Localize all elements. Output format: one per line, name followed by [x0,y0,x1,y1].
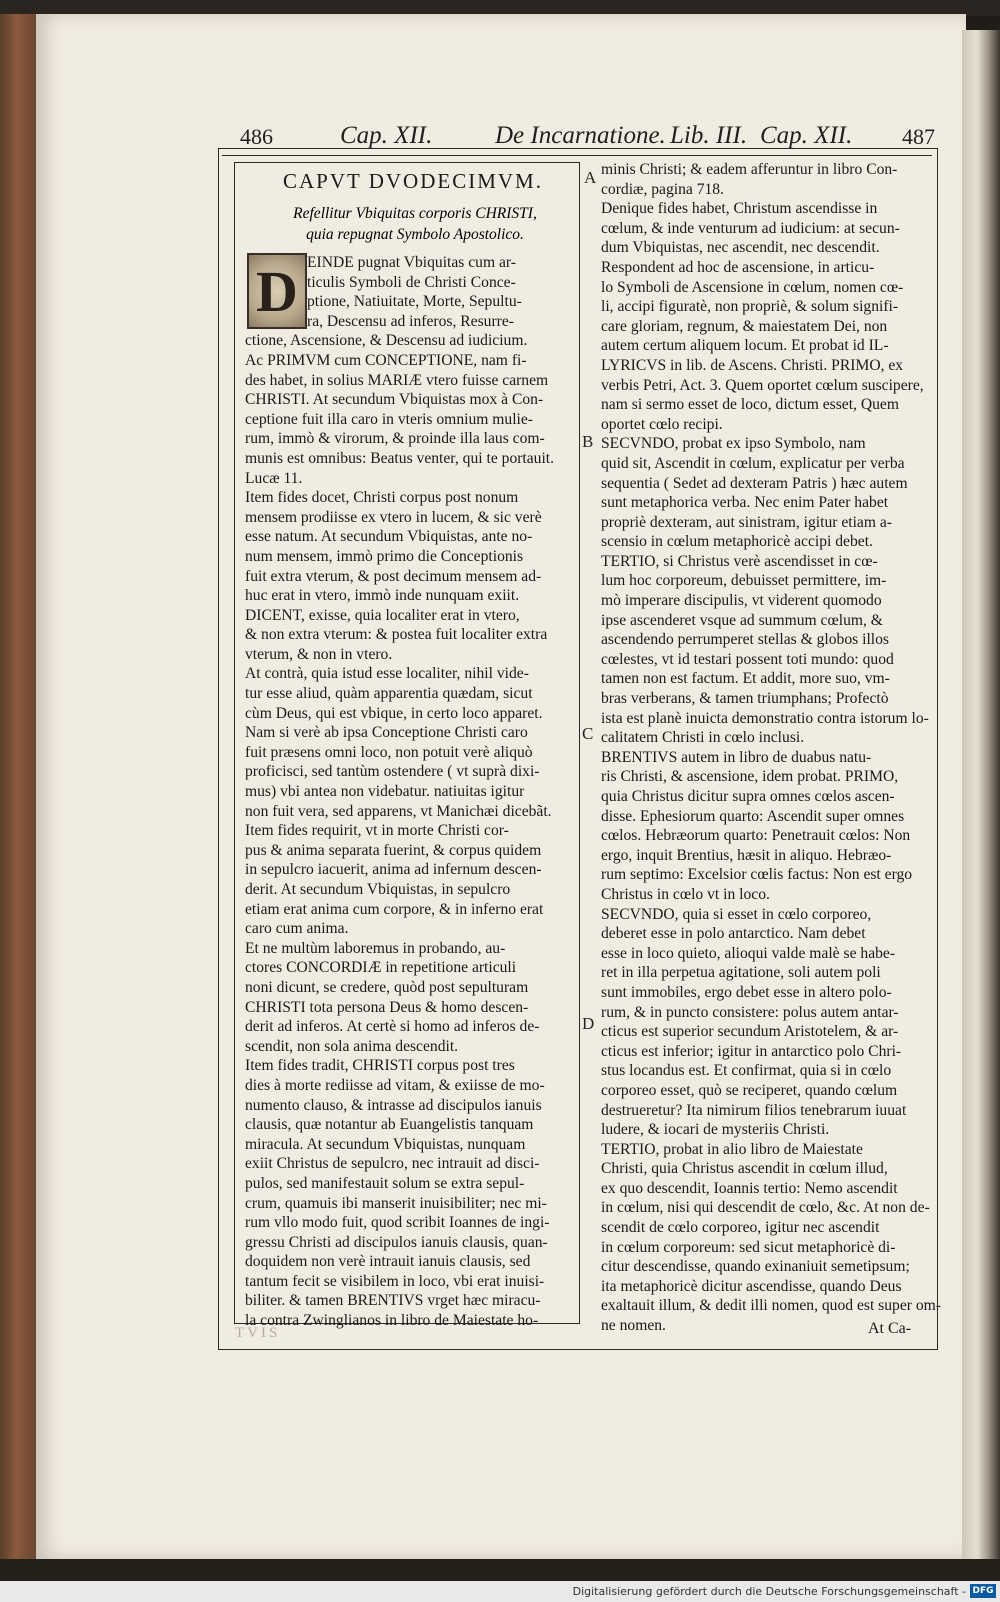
text-line: quia Christus dicitur supra omnes cœlos ascen- [601,788,895,805]
text-line: cordiæ, pagina 718. [601,180,724,198]
text-line: mò imperare discipulis, vt viderent quomodo [601,592,882,610]
page-edge [962,30,1000,1560]
footer-credit: Digitalisierung gefördert durch die Deutsche Forschungsgemeinschaft - [572,1585,966,1598]
text-line: ctores CONCORDIÆ in repetitione articuli [245,959,517,977]
right-body-text [601,160,941,1336]
text-line: non fuit vera, sed apparens, vt Manichæi dicebãt. [245,802,552,820]
text-line: doquidem non verè intrauit ianuis clausis, sed [245,1253,531,1271]
left-body-text [245,253,575,1331]
text-line: sunt immobiles, ergo debet esse in altero polo- [601,983,892,1001]
text-line: in cœlum corporeum: sed sicut metaphoricè di- [601,1238,896,1256]
text-line: ptione, Natiuitate, Morte, Sepultu- [307,293,522,311]
text-line: huc erat in vtero, immò inde nunquam exiit. [245,587,520,605]
text-line: fuit præsens omni loco, non potuit verè aliquò [245,743,533,761]
text-line: verbis Petri, Act. 3. Quem oportet cœlum suscipere, [601,376,924,394]
text-line: mensem prodiisse ex vtero in lucem, & sic verè [245,508,542,526]
text-line: esse in loco quieto, alioqui valde malè se habe- [601,944,896,962]
subtitle-line-1: Refellitur Vbiquitas corporis CHRISTI, [293,205,537,222]
text-line: tantum fecit se visibilem in loco, vbi erat inuisi- [245,1272,545,1290]
text-line: deberet esse in polo antarctico. Nam debet [601,925,866,943]
text-line: scendit de cœlo corporeo, igitur nec ascendit [601,1219,880,1237]
text-line: la contra Zwinglianos in libro de Maiestate ho- [245,1312,539,1330]
text-line: li, accipi figuratè, non propriè, & solum signifi- [601,298,899,316]
text-line: cùm Deus, qui est vbique, in certo loco apparet. [245,704,543,722]
text-line: LYRICVS in lib. de Ascens. Christi. PRIMO, ex [601,356,904,374]
text-line: TERTIO, probat in alio libro de Maiestate [601,1140,863,1158]
text-line: ris Christi, & ascensione, idem probat. PRIMO, [601,768,899,786]
text-line: tamen non est factum. Et addit, more suo, vm- [601,670,890,688]
margin-letter-d: D [582,1014,595,1033]
bleed-through-text: TVIS [235,1325,281,1341]
text-line: esse natum. At secundum Vbiquistas, ante no- [245,528,533,546]
text-line: Respondent ad hoc de ascensione, in articu- [601,258,875,276]
text-line: CHRISTI. At secundum Vbiquistas mox à Con- [245,391,544,409]
text-line: des habet, in solius MARIÆ vtero fuisse carnem [245,371,549,389]
text-line: biliter. & tamen BRENTIVS vrget hæc miracu- [245,1292,541,1310]
text-line: fuit extra vterum, & post decimum mensem ad- [245,567,542,585]
text-line: pus & anima separata fuerint, & corpus quidem [245,841,542,859]
text-line: Denique fides habet, Christum ascendisse in [601,200,878,218]
text-line: propriè dexteram, aut sinistram, igitur etiam a- [601,513,892,531]
text-line: disse. Ephesiorum quarto: Ascendit super omnes [601,807,905,825]
text-line: caro cum anima. [245,920,349,938]
text-line: Nam si verè ab ipsa Conceptione Christi caro [245,724,528,742]
text-line: ex quo descendit, Ioannis tertio: Nemo ascendit [601,1179,898,1197]
text-line: rum, & in puncto consistere: polus autem antar- [601,1003,899,1021]
text-line: BRENTIVS autem in libro de duabus natu- [601,748,872,766]
text-line: exiit Christus de sepulcro, nec intrauit ad disci- [245,1155,540,1173]
text-line: care gloriam, regnum, & maiestatem Dei, non [601,317,888,335]
text-line: ascendendo perrumperet stellas & globos illos [601,631,889,649]
text-line: miracula. At secundum Vbiquistas, nunquam [245,1135,526,1153]
catchword: At Ca- [868,1320,912,1337]
margin-letter-a: A [584,168,597,187]
text-line: ra, Descensu ad inferos, Resurre- [307,312,514,330]
margin-letter-c: C [582,724,594,743]
chapter-ref-right: Cap. XII. [760,122,853,149]
text-line: calitatem Christi in cœlo inclusi. [601,729,805,747]
text-line: TERTIO, si Christus verè ascendisset in cœ- [601,552,878,570]
text-line: corporeo esset, quò se reciperet, quando cœlum [601,1081,898,1099]
text-line: Christi, quia Christus ascendit in cœlum illud, [601,1160,888,1178]
text-line: lum hoc corporeum, debuisset permittere, im- [601,572,887,590]
text-line: numento clauso, & intrasse ad discipulos ianuis [245,1096,542,1114]
text-line: rum, immò & virorum, & proinde illa laus com- [245,430,545,448]
text-line: cticus est superior secundum Aristotelem, & ar- [601,1023,899,1041]
text-line: autem certum aliquem locum. Et probat id IL- [601,337,889,355]
text-line: ret in illa perpetua agitatione, soli autem poli [601,964,881,982]
text-line: scendit, non sola anima descendit. [245,1037,459,1055]
text-line: oportet cœlo recipi. [601,415,723,433]
text-line: ista est planè inuicta demonstratio contra istorum lo- [601,709,929,727]
text-line: CHRISTI tota persona Deus & homo descen- [245,998,529,1016]
text-line: pulos, sed manifestauit solum se extra sepul- [245,1174,525,1192]
text-line: gressu Christi ad discipulos ianuis clausis, quan- [245,1233,548,1251]
text-line: citur descendisse, quando exinaniuit semetipsum; [601,1258,910,1276]
text-line: quid sit, Ascendit in cœlum, explicatur per verba [601,454,905,472]
book-spine [0,14,36,1559]
text-line: EINDE pugnat Vbiquitas cum ar- [307,254,517,271]
left-column [234,162,580,1330]
text-line: Item fides docet, Christi corpus post nonum [245,489,519,507]
book-ref: Lib. III. [670,122,748,149]
text-line: num mensem, immò primo die Conceptionis [245,547,524,565]
initial-letter: D [256,259,298,324]
text-line: cticus est inferior; igitur in antarctico polo Chri- [601,1042,902,1060]
text-line: in sepulcro iacuerit, anima ad infernum descen- [245,861,542,879]
text-line: At contrà, quia istud esse localiter, nihil vide- [245,665,529,683]
page-number-right: 487 [902,124,935,149]
text-line: dum Vbiquistas, nec ascendit, nec descendit. [601,239,880,257]
text-line: ticulis Symboli de Christi Conce- [307,273,516,291]
text-line: mus) vbi antea non videbatur. natiuitas igitur [245,783,525,801]
text-line: & non extra vterum: & postea fuit localiter extra [245,626,548,644]
text-line: destrueretur? Ita nimirum filios tenebrarum iuuat [601,1101,907,1119]
text-line: crum, quamuis ibi manserit inuisibiliter; nec mi- [245,1194,547,1212]
text-line: in cœlum, nisi qui descendit de cœlo, &c. At non de- [601,1199,930,1217]
text-line: Et ne multùm laboremus in probando, au- [245,939,506,957]
text-line: clausis, quæ notantur ab Euangelistis tanquam [245,1116,534,1134]
text-line: bras verberans, & tamen triumphans; Profectò [601,690,889,708]
text-line: dies à morte rediisse ad vitam, & exiisse de mo- [245,1076,545,1094]
text-line: ita metaphoricè dicitur ascendisse, quando Deus [601,1277,902,1295]
text-line: noni dicunt, se credere, quòd post sepulturam [245,978,529,996]
text-line: cœlum, & inde venturum ad iudicium: at secun- [601,219,900,237]
text-line: DICENT, exisse, quia localiter erat in vtero, [245,606,520,624]
book-title: De Incarnatione. [495,122,666,149]
text-line: cœlestes, vt id testari possent toti mundo: quod [601,650,894,668]
text-line: ergo, inquit Brentius, hæsit in aliquo. Hebræo- [601,846,892,864]
text-line: vterum, & non in vtero. [245,645,393,663]
text-line: Lucæ 11. [245,469,303,487]
text-line: nam si sermo esset de loco, dictum esset, Quem [601,396,899,414]
text-line: Ac PRIMVM cum CONCEPTIONE, nam fi- [245,351,527,369]
text-line: ceptione fuit illa caro in vteris omnium mulie- [245,410,533,428]
subtitle-line-2: quia repugnat Symbolo Apostolico. [306,226,524,243]
text-line: ipse ascenderet vsque ad summum cœlum, & [601,611,883,629]
text-line: etiam erat anima cum corpore, & in inferno erat [245,900,544,918]
chapter-ref-left: Cap. XII. [340,122,433,149]
text-line: cœlos. Hebræorum quarto: Penetrauit cœlos: Non [601,827,911,845]
text-line: Christus in cœlo vt in loco. [601,885,770,903]
text-line: proficisci, sed tantùm ostendere ( vt suprà dixi- [245,763,540,781]
text-line: stus locandus est. Et confirmat, quia si in cœlo [601,1062,892,1080]
digitization-footer [0,1581,1000,1602]
text-line: SECVNDO, quia si esset in cœlo corporeo, [601,905,872,923]
text-line: rum septimo: Excelsior cœlis factus: Non est ergo [601,866,913,884]
text-line: lo Symboli de Ascensione in cœlum, nomen cœ- [601,278,904,296]
margin-letter-b: B [582,432,594,451]
dfg-logo: DFG [970,1584,996,1598]
text-line: rum vllo modo fuit, quod scribit Ioannes de ingi- [245,1214,550,1232]
text-line: scensio in cœlum metaphoricè accipi debet. [601,533,873,551]
text-line: tur esse aliud, quàm apparentia quædam, sicut [245,685,533,703]
scanner-bottom-band [0,1559,1000,1581]
text-line: ctione, Ascensione, & Descensu ad iudicium. [245,332,528,350]
page-number-left: 486 [240,124,273,149]
text-line: derit ad inferos. At certè si homo ad inferos de- [245,1018,540,1036]
text-line: ludere, & iocari de mysteriis Christi. [601,1121,830,1139]
text-line: sunt metaphorica verba. Nec enim Pater habet [601,494,889,512]
text-line: derit. At secundum Vbiquistas, in sepulcro [245,881,511,898]
text-line: munis est omnibus: Beatus venter, qui te portauit. [245,449,555,467]
text-line: SECVNDO, probat ex ipso Symbolo, nam [601,435,866,453]
text-line: minis Christi; & eadem afferuntur in libro Con- [601,161,898,178]
text-line: sequentia ( Sedet ad dexteram Patris ) hæc autem [601,474,908,492]
chapter-subtitle [255,203,575,245]
chapter-title: CAPVT DVODECIMVM. [283,169,543,193]
text-line: Item fides requirit, vt in morte Christi cor- [245,822,509,840]
text-line: ne nomen. [601,1317,666,1335]
text-line: exaltauit illum, & dedit illi nomen, quod est super om- [601,1297,941,1315]
text-line: Item fides tradit, CHRISTI corpus post tres [245,1057,515,1075]
